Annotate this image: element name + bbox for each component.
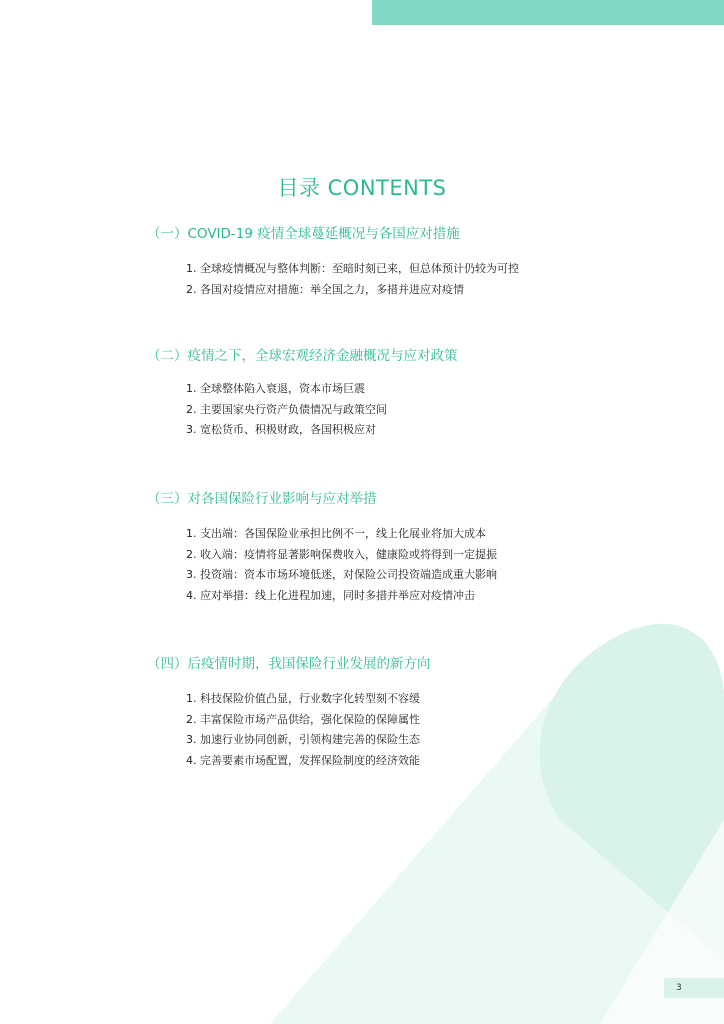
toc-item: 3. 宽松货币、积极财政，各国积极应对 [186,423,376,437]
toc-item: 3. 投资端：资本市场环境低迷，对保险公司投资端造成重大影响 [186,568,497,582]
toc-item: 2. 收入端：疫情将显著影响保费收入，健康险或将得到一定提振 [186,547,497,561]
section-4-heading: （四）后疫情时期，我国保险行业发展的新方向 [147,656,431,672]
toc-item: 1. 支出端：各国保险业承担比例不一，线上化展业将加大成本 [186,527,486,540]
section-4-items [186,689,420,772]
toc-item: 1. 科技保险价值凸显，行业数字化转型刻不容缓 [186,692,420,705]
toc-item: 3. 加速行业协同创新，引领构建完善的保险生态 [186,733,420,747]
toc-item: 4. 完善要素市场配置，发挥保险制度的经济效能 [186,754,420,768]
section-1-items [186,259,519,300]
section-3-items [186,524,497,607]
toc-item: 2. 各国对疫情应对措施：举全国之力，多措并进应对疫情 [186,282,464,296]
toc-item: 1. 全球整体陷入衰退，资本市场巨震 [186,382,365,395]
section-2-items [186,379,387,441]
toc-item: 2. 主要国家央行资产负债情况与政策空间 [186,402,387,416]
toc-item: 4. 应对举措：线上化进程加速，同时多措并举应对疫情冲击 [186,589,475,603]
toc-title: 目录 CONTENTS [277,176,447,201]
page-number: 3 [664,978,724,998]
section-3-heading: （三）对各国保险行业影响与应对举措 [147,491,377,507]
toc-item: 2. 丰富保险市场产品供给，强化保险的保障属性 [186,712,420,726]
section-1-heading: （一）COVID-19 疫情全球蔓延概况与各国应对措施 [147,226,460,242]
section-2-heading: （二）疫情之下，全球宏观经济金融概况与应对政策 [147,348,458,364]
toc-item: 1. 全球疫情概况与整体判断：至暗时刻已来，但总体预计仍较为可控 [186,262,519,275]
